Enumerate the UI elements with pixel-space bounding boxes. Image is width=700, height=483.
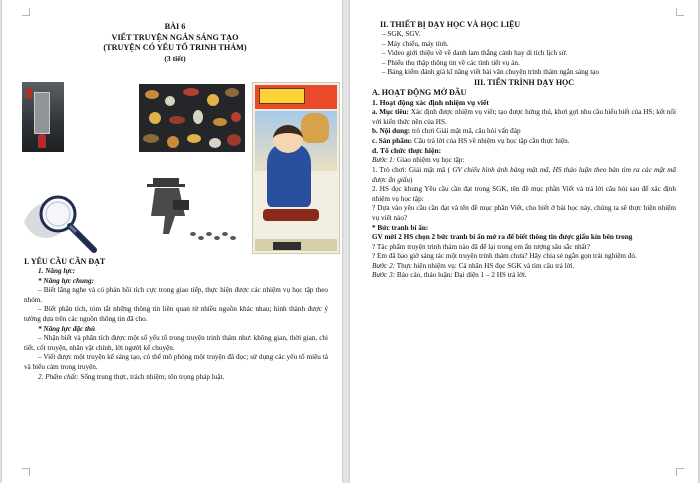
- crop-mark: [676, 8, 684, 16]
- goal-label: a. Mục tiêu:: [372, 107, 409, 116]
- task-2-question: ? Dựa vào yêu cầu cần đạt và tên đề mục phần Viết, cho biết ở bài học này, chúng ta sẽ thực hiện nhiệm vụ viết nào?: [372, 204, 676, 222]
- task-2-paragraph: 2. HS đọc khung Yêu cầu cần đạt trong SGK, tên đề mục phần Viết và trả lời câu hỏi sau để xác định nhiệm vụ học tập:: [372, 185, 676, 203]
- product-text: Câu trả lời của HS về nhiệm vụ học tập cần thực hiện.: [412, 136, 570, 145]
- goal-paragraph: [372, 108, 676, 127]
- lesson-subtitle: (TRUYỆN CÓ YẾU TỐ TRINH THÁM): [103, 43, 247, 52]
- activity-a-heading: A. HOẠT ĐỘNG MỞ ĐẦU: [372, 87, 467, 97]
- general-competence-2: – Biết phân tích, tóm tắt những thông tin liên quan từ nhiều nguồn khác nhau; hình thành được ý tưởng dựa trên các nguồn thông tin đã cho.: [24, 305, 328, 323]
- equipment-item-1: – SGK, SGV.: [382, 30, 421, 38]
- step-1-label: Bước 1:: [372, 156, 396, 165]
- crop-mark: [22, 8, 30, 16]
- document-page-left: [2, 0, 342, 483]
- general-competence-1: – Biết lắng nghe và có phản hồi tích cực trong giao tiếp, thực hiện được các nhiệm vụ học tập theo nhóm.: [24, 286, 328, 304]
- step-3-label: Bước 3:: [372, 271, 396, 280]
- step-2-paragraph: [372, 262, 676, 272]
- question-2: ? Em đã bao giờ sáng tác một truyện trinh thám chưa? Hãy chia sẻ ngắn gọn trải nghiệm đó.: [372, 252, 637, 261]
- specific-competence-1: – Nhận biết và phân tích được một số yếu tố trong truyện trinh thám như: không gian, thời gian, chi tiết, cốt truyện, nhân vật chính, lời người kể chuyện.: [24, 334, 328, 352]
- product-label: c. Sản phẩm:: [372, 136, 413, 145]
- content-label: b. Nội dung:: [372, 127, 411, 136]
- lesson-title: VIẾT TRUYỆN NGẮN SÁNG TẠO: [111, 32, 239, 42]
- task-1-text: 1. Trò chơi: Giải mật mã (: [372, 165, 451, 174]
- document-page-right: [350, 0, 698, 483]
- general-competence-label: * Năng lực chung:: [38, 276, 95, 285]
- step1-heading: 1. Hoạt động xác định nhiệm vụ viết: [372, 97, 489, 107]
- qualities-label: 2. Phẩm chất:: [38, 372, 79, 381]
- mystery-picture-task: GV mời 2 HS chọn 2 bức tranh bí ẩn mở ra để biết thông tin được giấu kín bên trong: [372, 233, 633, 242]
- content-text: trò chơi Giải mật mã, câu hỏi vấn đáp: [410, 127, 521, 136]
- specific-competence-2: – Viết được một truyện kể sáng tạo, có thể mô phỏng một truyện đã đọc; sử dụng các yếu tố miêu tả và biểu cảm trong truyện.: [24, 353, 328, 371]
- product-paragraph: [372, 137, 676, 147]
- task-1-close: ): [410, 175, 413, 184]
- section-requirements-heading: I. YÊU CẦU CẦN ĐẠT: [24, 257, 106, 266]
- step-3-paragraph: [372, 271, 676, 281]
- crop-mark: [676, 468, 684, 476]
- section-process-heading: III. TIẾN TRÌNH DẠY HỌC: [473, 77, 575, 87]
- manga-cover-illustration: [252, 82, 340, 254]
- equipment-item-2: – Máy chiếu, máy tính.: [382, 39, 449, 48]
- step-1-text: Giao nhiệm vụ học tập:: [395, 156, 465, 165]
- magnifier-icon: [22, 192, 102, 254]
- section-equipment-heading: II. THIẾT BỊ DẠY HỌC VÀ HỌC LIỆU: [380, 20, 521, 29]
- spy-footprints-icon: [139, 176, 239, 244]
- goal-text: Xác định được nhiệm vụ viết; tạo được hứng thú, khơi gợi nhu cầu hiểu biết của HS; kết nối với kiến thức nền của HS.: [372, 107, 676, 126]
- question-1: ? Tác phẩm truyện trinh thám nào đã để lại trong em ấn tượng sâu sắc nhất?: [372, 242, 590, 251]
- task-1-italic: GV chiếu hình ảnh bảng mật mã, HS thảo luận theo bàn tìm ra các mật mã được ẩn giấu: [372, 165, 676, 184]
- step-1-paragraph: [372, 156, 676, 166]
- task-1-paragraph: [372, 166, 676, 185]
- specific-competence-label: * Năng lực đặc thù: [38, 324, 96, 333]
- qualities-text: Sống trung thực, trách nhiệm; tôn trọng pháp luật.: [78, 372, 225, 381]
- content-paragraph: [372, 127, 676, 137]
- mystery-picture-label: * Bức tranh bí ẩn:: [372, 223, 429, 232]
- step-3-text: Báo cáo, thảo luận: Đại diện 1 – 2 HS trả lời.: [395, 271, 527, 280]
- step-2-label: Bước 2:: [372, 261, 396, 270]
- lesson-number: BÀI 6: [164, 22, 186, 31]
- equipment-item-4: – Phiếu thu thập thông tin về các tình tiết vụ án.: [382, 58, 520, 67]
- crop-mark: [22, 468, 30, 476]
- detective-pattern-illustration: [139, 84, 245, 152]
- room-illustration: [22, 82, 64, 152]
- equipment-item-3: – Video giới thiệu về về danh lam thắng cảnh hay di tích lịch sử.: [382, 49, 568, 58]
- step-2-text: Thực hiện nhiệm vụ: Cá nhân HS đọc SGK và tìm câu trả lời.: [395, 261, 575, 270]
- lesson-duration: (3 tiết): [164, 53, 186, 63]
- equipment-item-5: – Bảng kiểm đánh giá kĩ năng viết bài văn chuyện trinh thám ngắn sáng tạo: [382, 68, 599, 77]
- qualities-paragraph: [24, 373, 328, 383]
- organization-heading: d. Tổ chức thực hiện:: [372, 146, 442, 156]
- competence-heading: 1. Năng lực:: [38, 267, 76, 275]
